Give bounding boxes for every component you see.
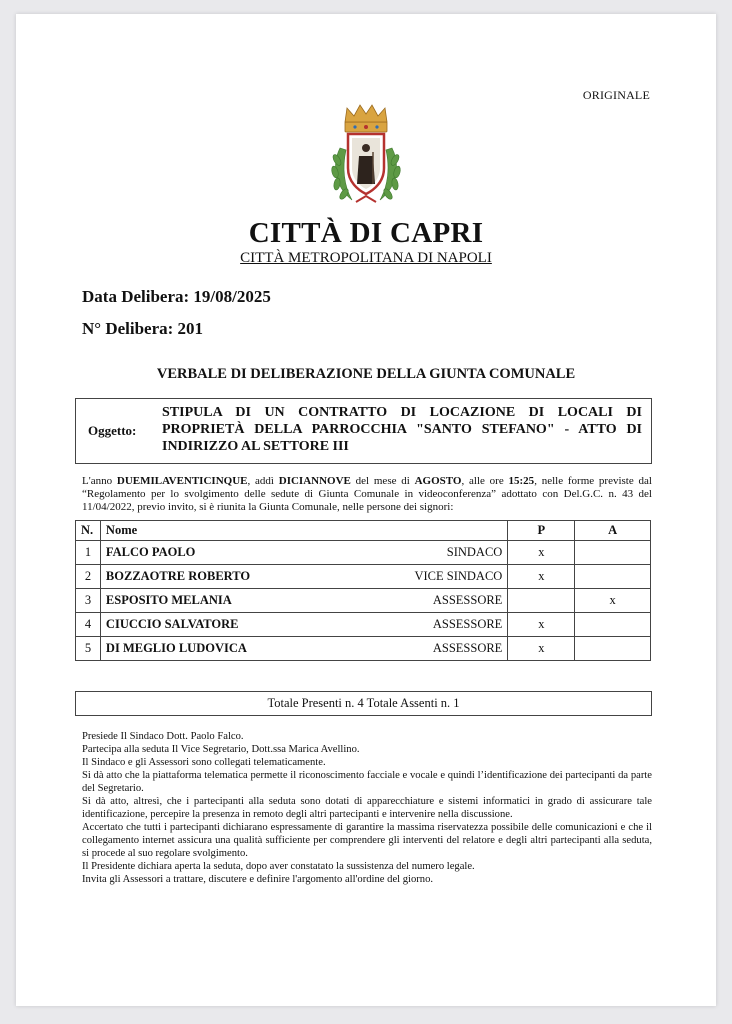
city-subtitle-text: CITTÀ METROPOLITANA DI NAPOLI [240,250,492,266]
row-number: 2 [76,565,101,589]
body-paragraph: Partecipa alla seduta Il Vice Segretario, Dott.ssa Marica Avellino. [82,744,360,755]
city-coat-of-arms-icon [326,102,406,214]
body-paragraph: Si dà atto, altresì, che i partecipanti alla seduta sono dotati di apparecchiature e sistemi informatici in grado di assicurare tale identificazione, percepire la presenza in remoto degli altri partecipanti e intervenire nella discussione. [82,796,652,820]
body-text [82,730,652,886]
delibera-date: Data Delibera: 19/08/2025 [82,287,271,306]
row-number: 1 [76,541,101,565]
table-row [76,613,651,637]
member-role: VICE SINDACO [414,569,503,583]
table-header-row [76,521,651,541]
member-role: SINDACO [446,545,503,559]
absence-mark [575,613,651,637]
presence-mark: x [508,637,575,661]
member-name: DI MEGLIO LUDOVICA [105,641,247,655]
header-presente: P [508,521,575,541]
presence-mark: x [508,565,575,589]
header-assente: A [575,521,651,541]
member-name: ESPOSITO MELANIA [105,593,232,607]
header-nome: Nome [100,521,507,541]
member-role: ASSESSORE [432,593,503,607]
absence-mark [575,637,651,661]
intro-text-4: , alle ore [461,475,509,487]
member-name: BOZZAOTRE ROBERTO [105,569,251,583]
row-number: 3 [76,589,101,613]
intro-text-5: , nelle forme previste dal “Regolamento per lo svolgimento delle sedute di Giunta Comunale in videoconferenza” adottato con Del.G.C. n. 43 del 11/04/2022, previo invito, si è riunita la Giunta Comunale, nelle persone dei signori: [82,475,652,513]
intro-day: DICIANNOVE [278,475,351,487]
presence-mark: x [508,541,575,565]
body-paragraph: Invita gli Assessori a trattare, discutere e definire l'argomento all'ordine del giorno. [82,874,434,885]
body-paragraph: Presiede Il Sindaco Dott. Paolo Falco. [82,731,244,742]
presence-mark [508,589,575,613]
header-n: N. [76,521,101,541]
body-paragraph: Si dà atto che la piattaforma telematica permette il riconoscimento facciale e vocale e quindi l’identificazione dei partecipanti da parte del Segretario. [82,770,652,794]
intro-text-2: , addì [247,475,279,487]
intro-time: 15:25 [508,475,535,487]
row-name-cell [100,637,507,661]
intro-month: AGOSTO [414,475,462,487]
row-name-cell [100,613,507,637]
row-name-cell [100,565,507,589]
intro-text-1: L'anno [82,475,117,487]
row-number: 5 [76,637,101,661]
row-number: 4 [76,613,101,637]
original-label: ORIGINALE [582,88,650,102]
table-row [76,541,651,565]
intro-paragraph [82,475,652,514]
row-name-cell [100,541,507,565]
row-name-cell [100,589,507,613]
member-name: CIUCCIO SALVATORE [105,617,239,631]
city-subtitle [16,250,716,267]
absence-mark: x [575,589,651,613]
member-name: FALCO PAOLO [105,545,196,559]
document-page [16,14,716,1006]
members-table [75,520,651,661]
verbale-title: VERBALE DI DELIBERAZIONE DELLA GIUNTA COMUNALE [156,366,576,382]
oggetto-box [75,398,652,464]
oggetto-label: Oggetto: [88,423,137,438]
member-role: ASSESSORE [432,617,503,631]
body-paragraph: Accertato che tutti i partecipanti dichiarano espressamente di garantire la massima riservatezza possibile delle comunicazioni e che il collegamento internet assicura una qualità sufficiente per comprendere gli interventi del relatore e degli altri partecipanti alla seduta, si procede al suo regolare svolgimento. [82,822,652,859]
table-row [76,637,651,661]
city-name: CITTÀ DI CAPRI [248,217,484,249]
oggetto-text: STIPULA DI UN CONTRATTO DI LOCAZIONE DI LOCALI DI PROPRIETÀ DELLA PARROCCHIA "SANTO STEFANO" - ATTO DI INDIRIZZO AL SETTORE III [162,405,642,454]
presence-mark: x [508,613,575,637]
totals-box: Totale Presenti n. 4 Totale Assenti n. 1 [75,691,652,716]
table-row [76,565,651,589]
table-row [76,589,651,613]
intro-year: DUEMILAVENTICINQUE [116,475,248,487]
absence-mark [575,541,651,565]
body-paragraph: Il Sindaco e gli Assessori sono collegati telematicamente. [82,757,326,768]
delibera-number: N° Delibera: 201 [82,319,204,338]
intro-text-3: del mese di [350,475,415,487]
member-role: ASSESSORE [432,641,503,655]
absence-mark [575,565,651,589]
body-paragraph: Il Presidente dichiara aperta la seduta, dopo aver constatato la sussistenza del numero legale. [82,861,475,872]
